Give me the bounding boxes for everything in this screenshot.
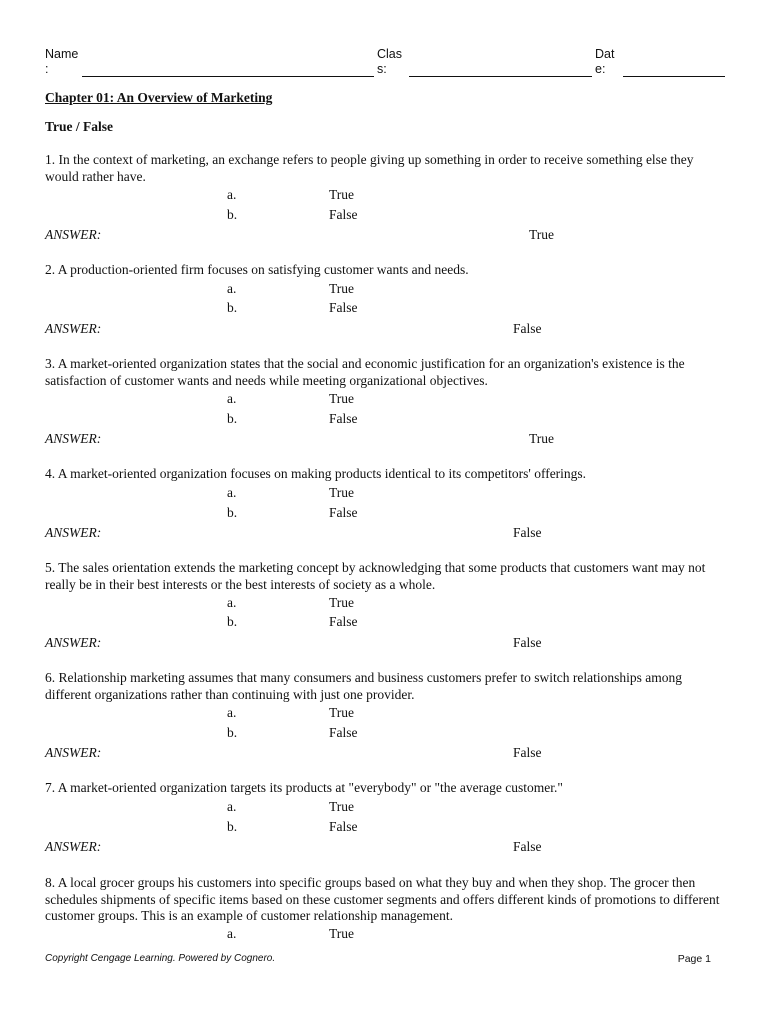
option-true[interactable]: True [329, 595, 355, 610]
question-text: 4. A market-oriented organization focuses on making products identical to its competitors' offerings. [45, 466, 587, 481]
question-text: 6. Relationship marketing assumes that many consumers and business customers prefer to switch relationships among different organizations rather than continuing with just one provider. [45, 670, 683, 702]
option-true[interactable]: True [329, 391, 355, 406]
answer-label: ANSWER: [45, 745, 102, 760]
option-false[interactable]: False [329, 411, 358, 426]
option-true[interactable]: True [329, 799, 355, 814]
name-label: Name : [45, 47, 79, 76]
option-letter: a. [227, 595, 237, 610]
answer-label: ANSWER: [45, 321, 102, 336]
option-letter: b. [227, 614, 238, 629]
page-number: Page 1 [677, 953, 711, 965]
option-letter: b. [227, 505, 238, 520]
date-field-line[interactable] [623, 76, 725, 77]
question-text: 8. A local grocer groups his customers into specific groups based on what they buy and when they shop. The grocer then schedules shipments of specific items based on these customer segments and offers different kinds of promotions to different customer groups. This is an example of customer relationship management. [45, 875, 720, 923]
answer-value: True [529, 431, 555, 446]
option-letter: a. [227, 391, 237, 406]
option-true[interactable]: True [329, 485, 355, 500]
option-true[interactable]: True [329, 281, 355, 296]
option-letter: b. [227, 207, 238, 222]
option-letter: a. [227, 485, 237, 500]
answer-value: False [513, 321, 542, 336]
option-letter: a. [227, 926, 237, 941]
class-field-line[interactable] [409, 76, 592, 77]
answer-value: False [513, 839, 542, 854]
option-true[interactable]: True [329, 926, 355, 941]
option-false[interactable]: False [329, 207, 358, 222]
answer-value: True [529, 227, 555, 242]
class-label: Clas s: [377, 47, 403, 76]
option-false[interactable]: False [329, 300, 358, 315]
question-text: 5. The sales orientation extends the marketing concept by acknowledging that some products that customers want may not really be in their best interests or the best interests of society as a whole. [45, 560, 706, 592]
answer-value: False [513, 635, 542, 650]
option-letter: b. [227, 819, 238, 834]
option-letter: a. [227, 799, 237, 814]
option-true[interactable]: True [329, 187, 355, 202]
option-false[interactable]: False [329, 614, 358, 629]
section-heading: True / False [45, 119, 113, 134]
option-letter: a. [227, 281, 237, 296]
option-false[interactable]: False [329, 819, 358, 834]
question-text: 1. In the context of marketing, an exchange refers to people giving up something in order to receive something else they would rather have. [45, 152, 694, 184]
option-letter: b. [227, 411, 238, 426]
option-letter: b. [227, 725, 238, 740]
option-true[interactable]: True [329, 705, 355, 720]
answer-value: False [513, 745, 542, 760]
name-field-line[interactable] [82, 76, 374, 77]
date-label: Dat e: [595, 47, 615, 76]
answer-label: ANSWER: [45, 431, 102, 446]
option-false[interactable]: False [329, 505, 358, 520]
answer-label: ANSWER: [45, 635, 102, 650]
chapter-title: Chapter 01: An Overview of Marketing [45, 90, 273, 105]
option-letter: a. [227, 705, 237, 720]
answer-label: ANSWER: [45, 525, 102, 540]
answer-value: False [513, 525, 542, 540]
question-text: 7. A market-oriented organization targets its products at "everybody" or "the average customer." [45, 780, 563, 795]
option-letter: b. [227, 300, 238, 315]
question-text: 3. A market-oriented organization states that the social and economic justification for an organization's existence is the satisfaction of customer wants and needs while meeting organizational objectives. [45, 356, 685, 388]
answer-label: ANSWER: [45, 839, 102, 854]
question-text: 2. A production-oriented firm focuses on satisfying customer wants and needs. [45, 262, 469, 277]
answer-label: ANSWER: [45, 227, 102, 242]
option-false[interactable]: False [329, 725, 358, 740]
copyright-text: Copyright Cengage Learning. Powered by Cognero. [45, 953, 276, 964]
option-letter: a. [227, 187, 237, 202]
